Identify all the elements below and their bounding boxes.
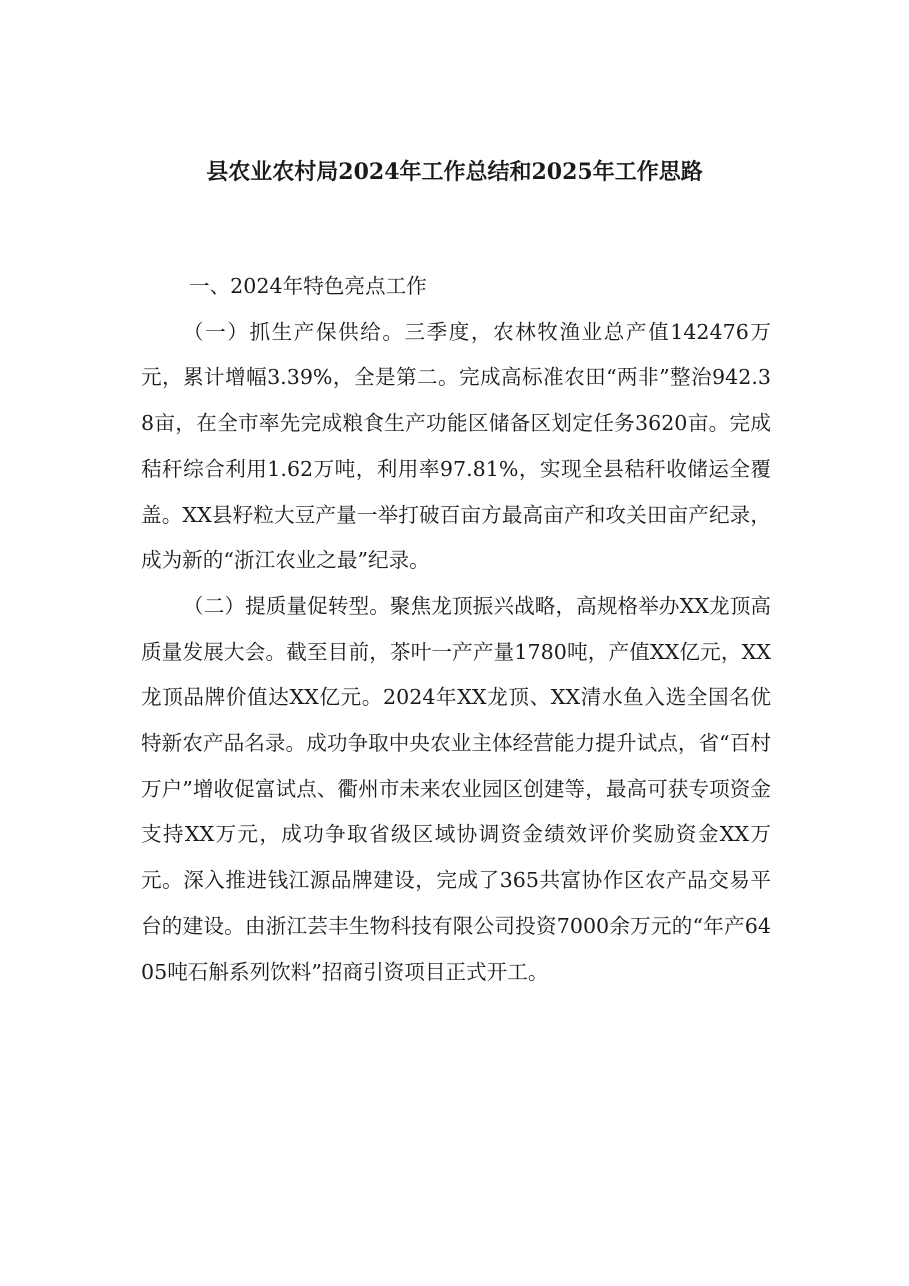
section-heading: 一、2024年特色亮点工作: [189, 274, 427, 298]
paragraph-quality-transformation: （二）提质量促转型。聚焦龙顶振兴战略，高规格举办XX龙顶高质量发展大会。截至目前，茶叶一产产量1780吨，产值XX亿元，XX龙顶品牌价值达XX亿元。2024年XX龙顶、XX清水鱼入选全国名优特新农产品名录。成功争取中央农业主体经营能力提升试点，省“百村万户”增收促富试点、衢州市未来农业园区创建等，最高可获专项资金支持XX万元，成功争取省级区域协调资金绩效评价奖励资金XX万元。深入推进钱江源品牌建设，完成了365共富协作区农产品交易平台的建设。由浙江芸丰生物科技有限公司投资7000余万元的“年产6405吨石斛系列饮料”招商引资项目正式开工。: [141, 593, 771, 984]
paragraph-production-supply: （一）抓生产保供给。三季度，农林牧渔业总产值142476万元，累计增幅3.39%，全是第二。完成高标准农田“两非”整治942.38亩，在全市率先完成粮食生产功能区储备区划定任务3620亩。完成秸秆综合利用1.62万吨，利用率97.81%，实现全县秸秆收储运全覆盖。XX县籽粒大豆产量一举打破百亩方最高亩产和攻关田亩产纪录，成为新的“浙江农业之最”纪录。: [141, 319, 771, 573]
document-body: [141, 264, 771, 995]
document-title: 县农业农村局2024年工作总结和2025年工作思路: [206, 159, 703, 185]
